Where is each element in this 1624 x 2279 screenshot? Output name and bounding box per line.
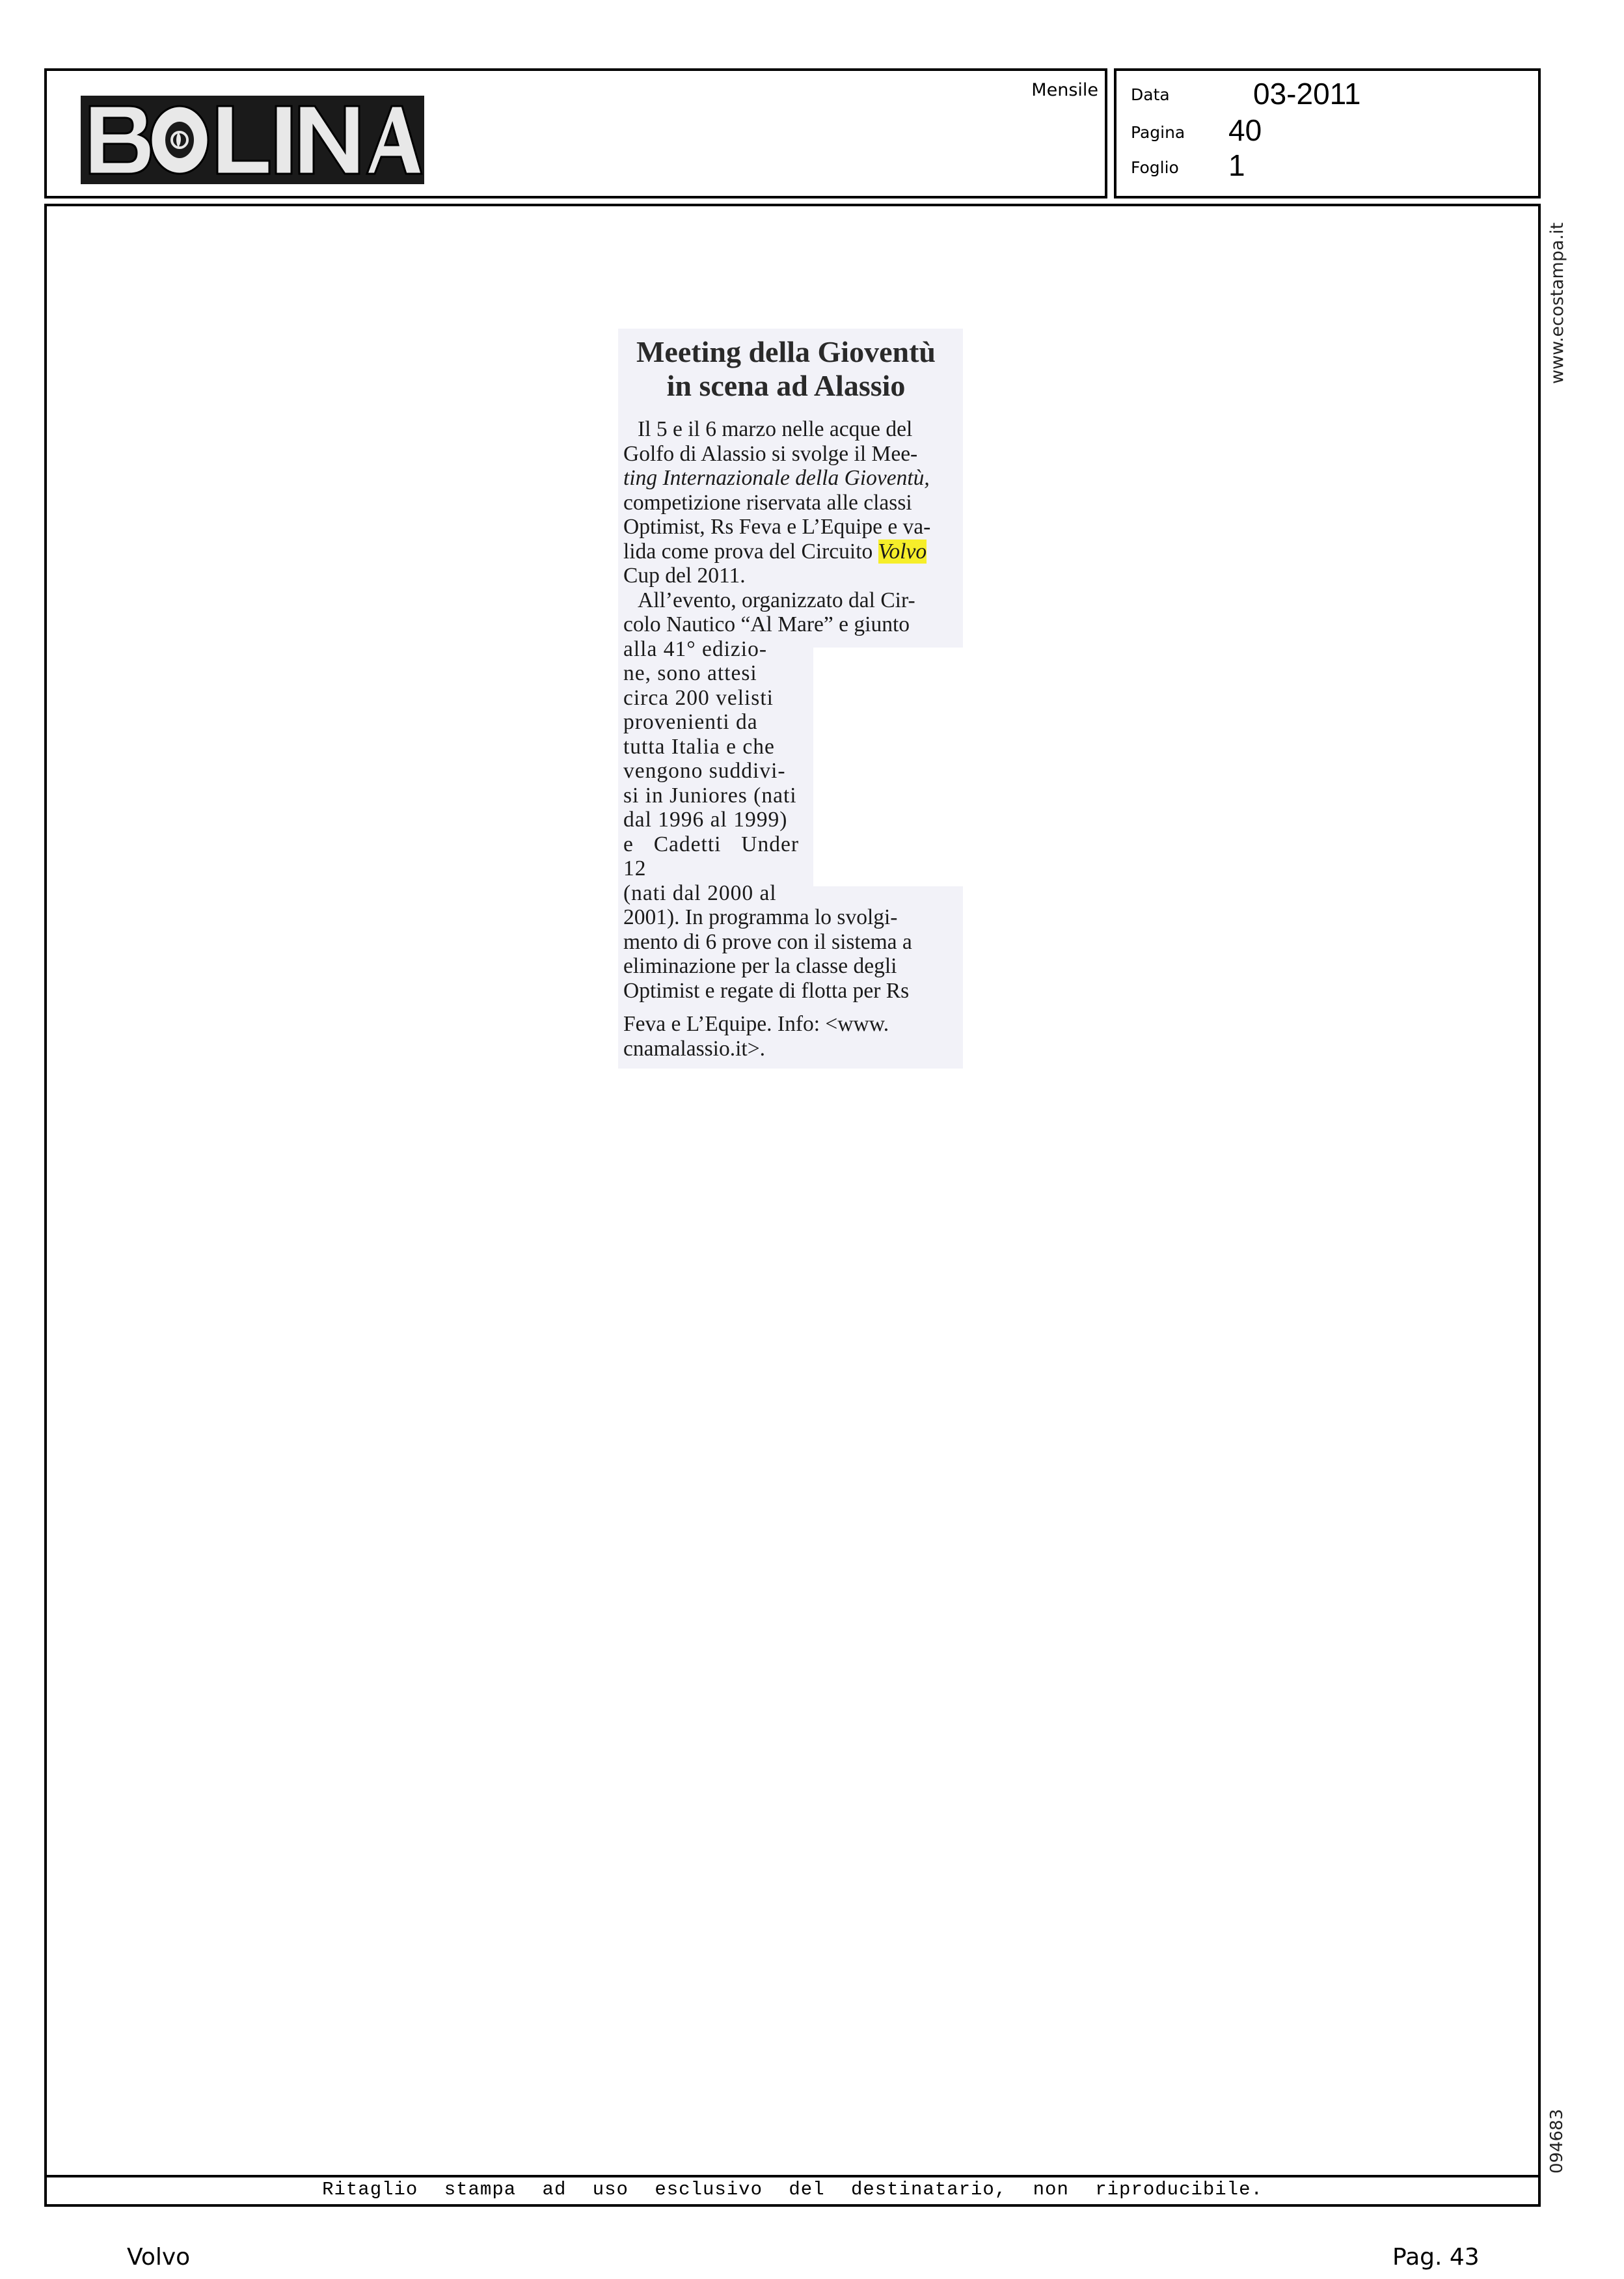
article-line: si in Juniores (nati <box>623 783 797 808</box>
header-right-box <box>1114 68 1541 198</box>
article-line: colo Nautico “Al Mare” e giunto <box>623 612 910 636</box>
article-paragraph-1 <box>623 417 949 588</box>
footer-keyword: Volvo <box>127 2244 191 2271</box>
headline-line-2: in scena ad Alassio <box>666 369 906 402</box>
header-left-box <box>44 68 1107 198</box>
article-line: vengono suddivi- <box>623 759 786 783</box>
footer-divider <box>44 2175 1541 2177</box>
article-line: dal 1996 al 1999) <box>623 808 788 832</box>
pagina-value: 40 <box>1228 113 1262 147</box>
article-headline <box>623 335 949 403</box>
footer-page-number: Pag. 43 <box>1392 2244 1480 2271</box>
foglio-value: 1 <box>1228 148 1245 182</box>
article-line: cnamalassio.it>. <box>623 1036 765 1061</box>
article-line: Cup del 2011. <box>623 564 746 588</box>
article-line: Golfo di Alassio si svolge il Mee- <box>623 441 918 466</box>
article-paragraph-3 <box>623 905 949 1061</box>
article-line: ting Internazionale della Gioventù, <box>623 466 930 490</box>
article-line: circa 200 velisti <box>623 685 774 710</box>
foglio-label: Foglio <box>1131 158 1179 177</box>
article-line: lida come prova del Circuito Volvo <box>623 539 927 564</box>
article-line: mento di 6 prove con il sistema a <box>623 929 912 954</box>
article-line: 2001). In programma lo svolgi- <box>623 905 898 929</box>
article-narrow-column <box>623 637 799 906</box>
article-line: All’evento, organizzato dal Cir- <box>638 588 915 612</box>
pagina-label: Pagina <box>1131 123 1185 142</box>
article-line: Feva e L’Equipe. Info: <www. <box>623 1012 889 1036</box>
article-line: (nati dal 2000 al <box>623 880 777 905</box>
article-line: Il 5 e il 6 marzo nelle acque del <box>638 417 913 441</box>
highlighted-keyword: Volvo <box>878 539 927 564</box>
article-line: alla 41° edizio- <box>623 636 768 661</box>
article-line: ne, sono attesi <box>623 661 757 685</box>
article-line: eliminazione per la classe degli <box>623 954 897 978</box>
article-line: Optimist e regate di flotta per Rs <box>623 978 910 1003</box>
data-label: Data <box>1131 85 1170 104</box>
headline-line-1: Meeting della Gioventù <box>636 335 936 368</box>
bolina-logo-graphic <box>81 96 424 184</box>
article-line: competizione riservata alle classi <box>623 490 912 515</box>
data-value: 03-2011 <box>1253 77 1361 111</box>
ecostampa-url: www.ecostampa.it <box>1547 222 1567 384</box>
article-line: e Cadetti Under 12 <box>623 832 799 880</box>
periodicity: Mensile <box>1031 80 1098 100</box>
article-paragraph-2 <box>623 588 949 637</box>
disclaimer: Ritaglio stampa ad uso esclusivo del destinatario, non riproducibile. <box>322 2179 1263 2200</box>
article-line: provenienti da <box>623 710 758 734</box>
article-line: Optimist, Rs Feva e L’Equipe e va- <box>623 515 931 539</box>
article-line: tutta Italia e che <box>623 734 775 759</box>
document-code: 094683 <box>1547 2108 1567 2174</box>
article <box>623 335 949 1061</box>
bolina-logo <box>81 96 424 184</box>
